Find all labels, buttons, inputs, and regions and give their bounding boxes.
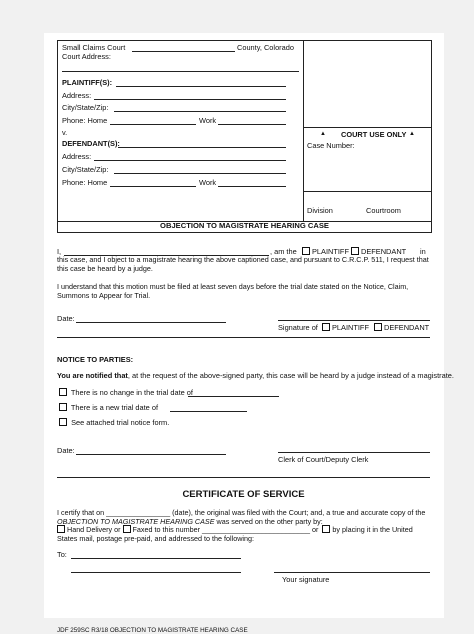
no-change-option[interactable]: There is no change in the trial date of [57, 388, 193, 397]
checkbox[interactable] [322, 323, 330, 331]
to-label: To: [57, 550, 67, 559]
notice-date-field[interactable] [76, 454, 226, 455]
fax-checkbox[interactable] [123, 525, 131, 533]
defendant-city-field[interactable] [114, 173, 286, 174]
defendants-label: DEFENDANT(S): [62, 139, 120, 148]
signature-defendant-option[interactable]: DEFENDANT [372, 323, 429, 332]
court-address-field[interactable] [62, 71, 299, 72]
seven-days-notice-text: I understand that this motion must be filed at least seven days before the trial date stated on the Notice, Claim, Summons to Appear for Trial. [57, 282, 409, 300]
plaintiff-address-field[interactable] [94, 99, 286, 100]
court-address-label: Court Address: [62, 52, 111, 61]
date-field[interactable] [76, 322, 226, 323]
am-the-label: , am the [270, 247, 297, 256]
plaintiff-name-field[interactable] [116, 86, 286, 87]
form-title: OBJECTION TO MAGISTRATE HEARING CASE [57, 220, 432, 233]
defendant-city-label: City/State/Zip: [62, 165, 109, 174]
plaintiff-home-phone-field[interactable] [110, 124, 196, 125]
signature-plaintiff-option[interactable]: PLAINTIFF [320, 323, 369, 332]
certificate-text: I certify that on ________________ (date), the original was filed with the Court; and, a true and accurate copy of the OBJECTION TO MAGISTRATE HEARING CASE was served on the other party by: [57, 508, 426, 526]
checkbox[interactable] [59, 403, 67, 411]
defendant-address-label: Address: [62, 152, 92, 161]
plaintiff-work-phone-field[interactable] [218, 124, 286, 125]
caption-divider [303, 41, 304, 221]
court-label: Small Claims Court [62, 43, 126, 52]
plaintiff-checkbox-option[interactable]: PLAINTIFF [300, 247, 349, 256]
service-method-text: Hand Delivery or Faxed to this number ___________________________ or by placing it in the United States mail, postage pre-paid, and addressed to the following: [57, 525, 413, 543]
your-signature-label: Your signature [282, 575, 330, 584]
clerk-label: Clerk of Court/Deputy Clerk [278, 455, 369, 464]
defendant-name-field[interactable] [118, 147, 286, 148]
defendant-address-field[interactable] [94, 160, 286, 161]
date-label: Date: [57, 314, 75, 323]
form-page [44, 33, 454, 634]
defendant-checkbox-option[interactable]: DEFENDANT [349, 247, 406, 256]
notice-date-label: Date: [57, 446, 75, 455]
plaintiffs-label: PLAINTIFF(S): [62, 78, 113, 87]
county-label: County, Colorado [237, 43, 294, 52]
signature-field[interactable] [278, 320, 430, 321]
plaintiff-work-label: Work [199, 116, 217, 125]
defendant-phone-label: Phone: Home [62, 178, 108, 187]
defendant-home-phone-field[interactable] [110, 186, 196, 187]
certificate-divider [57, 477, 430, 478]
triangle-up-icon: ▲ [409, 131, 415, 137]
notice-heading: NOTICE TO PARTIES: [57, 355, 134, 364]
attached-notice-option[interactable]: See attached trial notice form. [57, 418, 169, 427]
objection-request-text: this case, and I object to a magistrate hearing the above captioned case, and pursuant to C.R.C.P. 511, I request that this case be heard by a judge. [57, 255, 429, 273]
in-label: in [420, 247, 426, 256]
court-use-only-label: COURT USE ONLY [341, 130, 407, 139]
signature-of-label: Signature of [278, 323, 318, 332]
checkbox[interactable] [59, 388, 67, 396]
versus-label: v. [62, 128, 68, 137]
new-trial-date-field[interactable] [170, 411, 247, 412]
court-use-divider [303, 127, 431, 128]
checkbox[interactable] [59, 418, 67, 426]
division-divider [303, 191, 431, 192]
plaintiff-phone-label: Phone: Home [62, 116, 108, 125]
to-address-field-2[interactable] [71, 572, 241, 573]
courtroom-label: Courtroom [366, 206, 401, 215]
to-address-field[interactable] [71, 558, 241, 559]
defendant-work-phone-field[interactable] [218, 186, 286, 187]
division-label: Division [307, 206, 333, 215]
mail-checkbox[interactable] [322, 525, 330, 533]
plaintiff-address-label: Address: [62, 91, 92, 100]
certificate-heading: CERTIFICATE OF SERVICE [182, 489, 305, 500]
case-number-label: Case Number: [307, 141, 355, 150]
county-field[interactable] [132, 51, 235, 52]
checkbox[interactable] [351, 247, 359, 255]
triangle-up-icon: ▲ [320, 131, 326, 137]
plaintiff-city-field[interactable] [114, 111, 286, 112]
plaintiff-city-label: City/State/Zip: [62, 103, 109, 112]
notified-text: You are notified that, at the request of the above-signed party, this case will be heard by a judge instead of a magistrate. [57, 371, 454, 380]
form-footer: JDF 259SC R3/18 OBJECTION TO MAGISTRATE HEARING CASE [57, 627, 248, 634]
defendant-work-label: Work [199, 178, 217, 187]
caption-box [57, 40, 432, 222]
new-trial-date-option[interactable]: There is a new trial date of [57, 403, 158, 412]
hand-delivery-checkbox[interactable] [57, 525, 65, 533]
trial-date-field[interactable] [188, 396, 279, 397]
objection-i-label: I, [57, 247, 62, 256]
checkbox[interactable] [302, 247, 310, 255]
checkbox[interactable] [374, 323, 382, 331]
clerk-signature-field[interactable] [278, 452, 430, 453]
your-signature-field[interactable] [274, 572, 430, 573]
section-divider [57, 337, 430, 338]
